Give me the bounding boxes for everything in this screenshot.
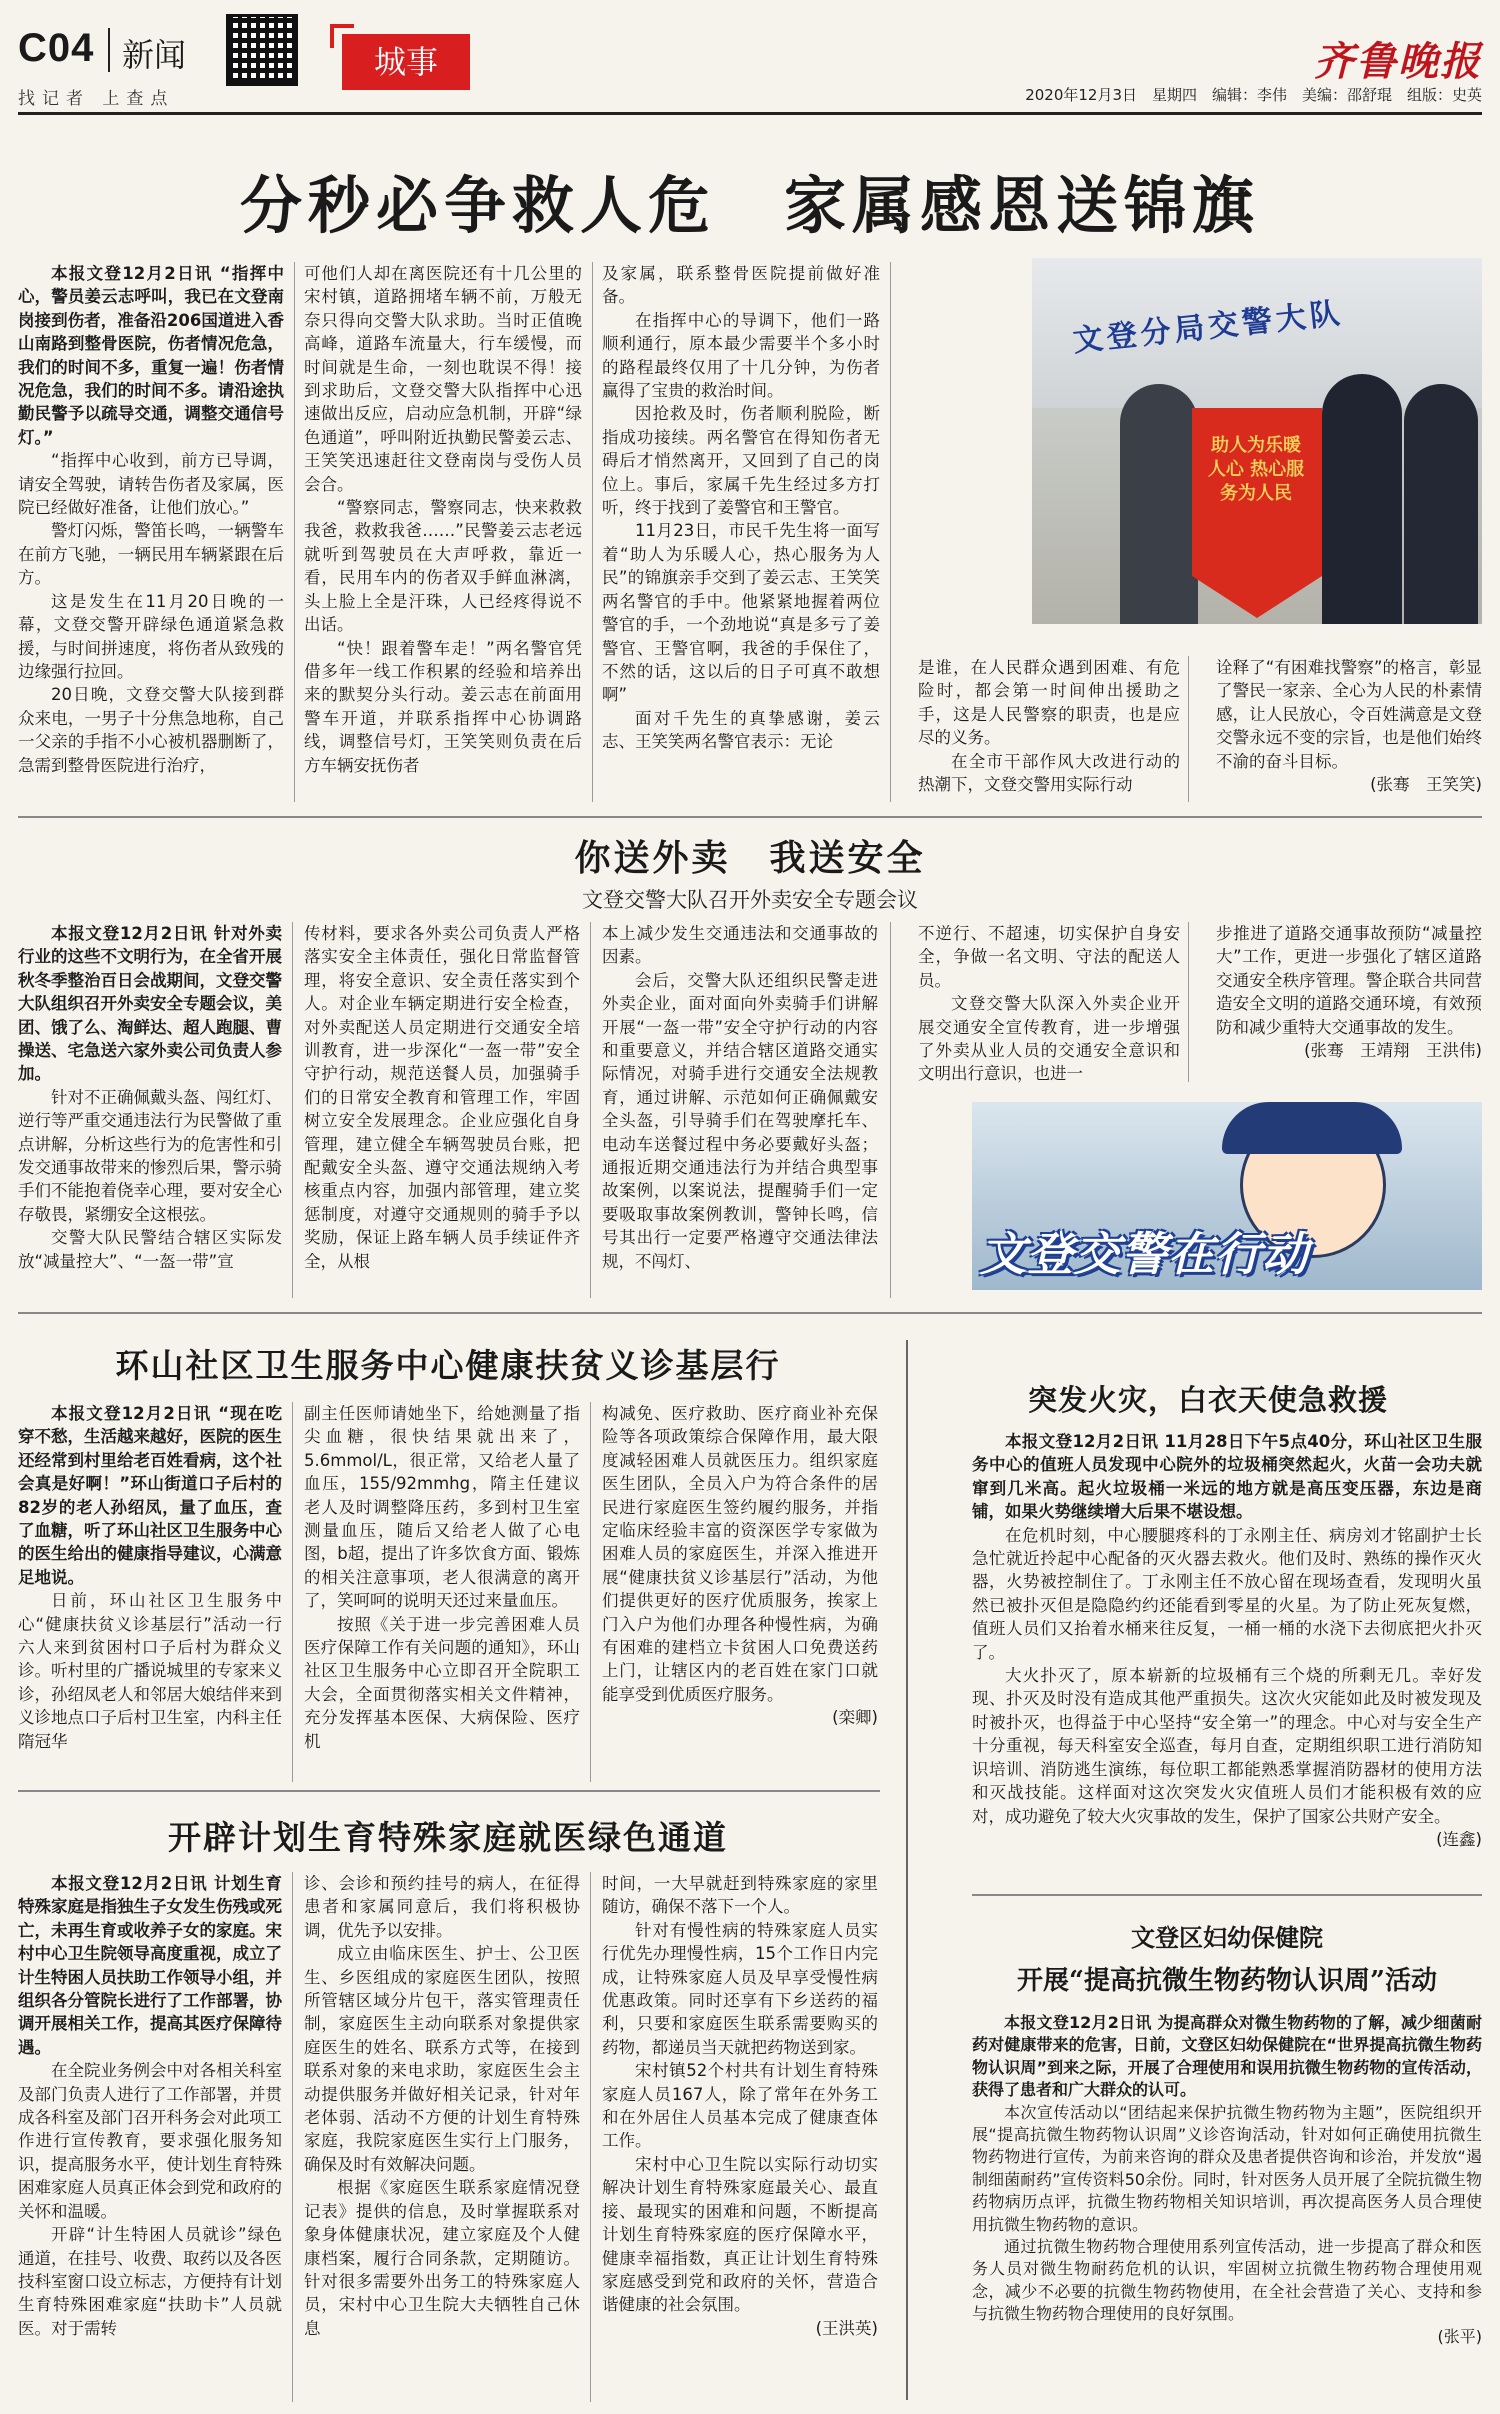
paragraph: “指挥中心收到，前方已导调，请安全驾驶，请转告伤者及家属，医院已经做好准备，让他们放心。” — [18, 451, 284, 518]
column-rule — [292, 922, 293, 1298]
headline-green-channel: 开辟计划生育特殊家庭就医绿色通道 — [168, 1818, 728, 1857]
logo-text: 文登交警在行动 — [980, 1227, 1309, 1281]
column-rule — [592, 262, 593, 802]
officer-figure — [1322, 374, 1402, 624]
header-tagline: 找记者 上查点 — [18, 89, 175, 109]
paragraph: 因抢救及时，伤者顺利脱险，断指成功接续。两名警官在得知伤者无碍后才悄然离开，又回到了自己的岗位上。事后，家属千先生经过多方打听，终于找到了姜警官和王警官。 — [602, 404, 880, 518]
article3-col1 — [18, 1402, 282, 1753]
officer-figure — [1404, 384, 1478, 624]
article6-body — [972, 2012, 1482, 2348]
article1-col3 — [602, 262, 880, 754]
paragraph: 诠释了“有困难找警察”的格言，彰显了警民一家亲、全心为人民的朴素情感，让人民放心，令百姓满意是文登交警永远不变的宗旨，也是他们始终不渝的奋斗目标。 — [1216, 658, 1482, 771]
section-divider — [18, 816, 1482, 818]
paragraph: 在全市干部作风大改进行动的热潮下，文登交警用实际行动 — [918, 751, 1180, 795]
byline: (连鑫) — [1436, 1829, 1482, 1849]
paragraph: 针对有慢性病的特殊家庭人员实行优先办理慢性病，15个工作日内完成，让特殊家庭人员及早享受慢性病优惠政策。同时还享有下乡送药的福利，只要和家庭医生联系需要购买的药物，都递员当天就把药物送到家。 — [602, 1920, 878, 2057]
paragraph: 文登交警大队深入外卖企业开展交通安全宣传教育，进一步增强了外卖从业人员的交通安全意识和文明出行意识，也进一 — [918, 994, 1180, 1084]
person-figure — [1120, 384, 1198, 624]
paragraph: 大火扑灭了，原本崭新的垃圾桶有三个烧的所剩无几。幸好发现、扑灭及时没有造成其他严重损失。这次火灾能如此及时被发现及时被扑灭，也得益于中心坚持“安全第一”的理念。中心对与安全生产十分重视，每天科室安全巡查，每月自查，定期组织职工进行消防知识培训、消防逃生演练，每位职工都能熟悉掌握消防器材的使用方法和灭战技能。这样面对这次突发火灾值班人员们才能积极有效的应对，成功避免了较大火灾事故的发生，保护了国家公共财产安全。 — [972, 1666, 1482, 1826]
paragraph: 不逆行、不超速，切实保护自身安全，争做一名文明、守法的配送人员。 — [918, 924, 1180, 990]
column-rule — [292, 1872, 293, 2402]
section-divider — [18, 1312, 1482, 1314]
article3-col2 — [304, 1402, 580, 1753]
article1-col2 — [304, 262, 582, 777]
article1-col5 — [1216, 656, 1482, 796]
paragraph: 本报文登12月2日讯 11月28日下午5点40分，环山社区卫生服务中心的值班人员发现中心院外的垃圾桶突然起火，火苗一会功夫就窜到几米高。起火垃圾桶一米远的地方就是高压变压器，东边是商铺，如果火势继续增大后果不堪设想。 — [972, 1432, 1482, 1522]
page-number: C04 — [18, 26, 95, 70]
paragraph: 本上减少发生交通违法和交通事故的因素。 — [602, 924, 878, 967]
police-cap-icon — [1222, 1102, 1402, 1154]
paragraph: 是谁，在人民群众遇到困难、有危险时，都会第一时间伸出援助之手，这是人民警察的职责，也是应尽的义务。 — [918, 658, 1180, 748]
headline-health-poverty: 环山社区卫生服务中心健康扶贫义诊基层行 — [115, 1346, 781, 1385]
headline-takeaway-safety: 你送外卖 我送安全 — [574, 837, 926, 879]
banner-text: 助人为乐暖人心 热心服务为人民 — [1207, 435, 1305, 504]
dateline: 2020年12月3日 星期四 编辑：李伟 美编：邵舒琨 组版：史英 — [1025, 86, 1482, 104]
paragraph: 诊、会诊和预约挂号的病人，在征得患者和家属同意后，我们将积极协调，优先予以安排。 — [304, 1874, 580, 1940]
paragraph: 这是发生在11月20日晚的一幕，文登交警开辟绿色通道紧急救援，与时间拼速度，将伤者从致残的边缘强行拉回。 — [18, 591, 284, 681]
paragraph: 根据《家庭医生联系家庭情况登记表》提供的信息，及时掌握联系对象身体健康状况，建立家庭及个人健康档案，履行合同条款，定期随访。针对很多需要外出务工的特殊家庭人员，宋村中心卫生院大夫牺牲自己休息 — [304, 2178, 580, 2338]
paragraph: 宋村镇52个村共有计划生育特殊家庭人员167人，除了常年在外务工和在外居住人员基本完成了健康查体工作。 — [602, 2061, 878, 2151]
column-rule — [906, 1340, 908, 2400]
paragraph: 按照《关于进一步完善困难人员医疗保障工作有关问题的通知》，环山社区卫生服务中心立即召开全院职工大会，全面贯彻落实相关文件精神，充分发挥基本医保、大病保险、医疗机 — [304, 1614, 580, 1751]
article1-col4 — [918, 656, 1180, 796]
paragraph: 20日晚，文登交警大队接到群众来电，一男子十分焦急地称，自己一父亲的手指不小心被机器删断了，急需到整骨医院进行治疗， — [18, 685, 284, 775]
paragraph: 可他们人却在离医院还有十几公里的宋村镇，道路拥堵车辆不前，万般无奈只得向交警大队求助。当时正值晚高峰，道路车流量大，行车缓慢，而时间就是生命，一刻也耽误不得！接到求助后，文登交警大队指挥中心迅速做出反应，启动应急机制，开辟“绿色通道”，呼叫附近执勤民警姜云志、王笑笑迅速赶往文登南岗与受伤人员会合。 — [304, 264, 582, 494]
column-rule — [890, 262, 891, 802]
byline: (张骞 王靖翔 王洪伟) — [1304, 1041, 1482, 1061]
paragraph: 副主任医师请她坐下，给她测量了指尖血糖，很快结果就出来了，5.6mmol/L，很正常，又给老人量了血压，155/92mmhg，隋主任建议老人及时调整降压药，多到村卫生室测量血压，随后又给老人做了心电图，b超，提出了许多饮食方面、锻炼的相关注意事项，老人很满意的离开了，笑呵呵的说明天还过来量血压。 — [304, 1404, 580, 1611]
paragraph: 传材料，要求各外卖公司负责人严格落实安全主体责任，强化日常监督管理，将安全意识、安全责任落实到个人。对企业车辆定期进行安全检查，对外卖配送人员定期进行交通安全培训教育，进一步深化“一盔一带”安全守护行动，规范送餐人员，加强骑手们的日常安全教育和管理工作，牢固树立安全发展理念。企业应强化自身管理，建立健全车辆驾驶员台账，把配戴安全头盔、遵守交通法规纳入考核重点内容，加强内部管理，建立奖惩制度，对遵守交通规则的骑手予以奖励，保证上路车辆人员手续证件齐全，从根 — [304, 924, 580, 1271]
headline-antimicrobial: 开展“提高抗微生物药物认识周”活动 — [1017, 1966, 1437, 1996]
paragraph: 步推进了道路交通事故预防“减量控大”工作，更进一步强化了辖区道路交通安全秩序管理。警企联合共同营造安全文明的道路交通环境，有效预防和减少重特大交通事故的发生。 — [1216, 924, 1482, 1037]
article2-col2 — [304, 922, 580, 1273]
byline: (张平) — [1437, 2326, 1482, 2346]
qr-code-icon[interactable] — [226, 14, 298, 86]
headline-fire-rescue: 突发火灾，白衣天使急救援 — [1027, 1383, 1388, 1417]
article4-col3 — [602, 1872, 878, 2340]
paragraph: 针对不正确佩戴头盔、闯红灯、逆行等严重交通违法行为民警做了重点讲解，分析这些行为的危害性和引发交通事故带来的惨烈后果，警示骑手们不能抱着侥幸心理，要对安全心存敬畏，紧绷安全这根弦。 — [18, 1087, 282, 1224]
article4-col1 — [18, 1872, 282, 2340]
paragraph: 成立由临床医生、护士、公卫医生、乡医组成的家庭医生团队，按照所管辖区域分片包干，落实管理责任制，家庭医生主动向联系对象提供家庭医生的姓名、联系方式等，在接到联系对象的来电求助，家庭医生会主动提供服务并做好相关记录，针对年老体弱、活动不方便的计划生育特殊家庭，我院家庭医生实行上门服务，确保及时有效解决问题。 — [304, 1944, 580, 2174]
column-rule — [294, 262, 295, 802]
paragraph: 及家属，联系整骨医院提前做好准备。 — [602, 264, 880, 307]
paragraph: 在全院业务例会中对各相关科室及部门负责人进行了工作部署，并贯成各科室及部门召开科务会对此项工作进行宣传教育，要求强化服务知识，提高服务水平，使计划生育特殊困难家庭人员真正体会到党和政府的关怀和温暖。 — [18, 2061, 282, 2221]
paragraph: 通过抗微生物药物合理使用系列宣传活动，进一步提高了群众和医务人员对微生物耐药危机的认识，牢固树立抗微生物药物合理使用观念，减少不必要的抗微生物药物使用，在全社会营造了关心、支持和参与抗微生物药物合理使用的良好氛围。 — [972, 2237, 1482, 2324]
paragraph: 在指挥中心的导调下，他们一路顺利通行，原本最少需要半个多小时的路程最终仅用了十几分钟，为伤者赢得了宝贵的救治时间。 — [602, 310, 880, 401]
paragraph: 本报文登12月2日讯 “现在吃穿不愁，生活越来越好，医院的医生还经常到村里给老百姓看病，这个社会真是好啊！”环山街道口子后村的82岁的老人孙绍凤，量了血压，查了血糖，听了环山社区卫生服务中心的医生给出的健康指导建议，心满意足地说。 — [18, 1404, 282, 1587]
column-rule — [292, 1402, 293, 1782]
paragraph: 时间，一大早就赶到特殊家庭的家里随访，确保不落下一个人。 — [602, 1874, 878, 1917]
column-tab: 城事 — [342, 34, 470, 90]
paragraph: “快！跟着警车走！”两名警官凭借多年一线工作积累的经验和培养出来的默契分头行动。姜云志在前面用警车开道，并联系指挥中心协调路线，调整信号灯，王笑笑则负责在后方车辆安抚伤者 — [304, 638, 582, 775]
column-rule — [590, 1872, 591, 2402]
article5-body — [972, 1430, 1482, 1851]
paragraph: “警察同志，警察同志，快来救救我爸，救救我爸……”民警姜云志老远就听到驾驶员在大声呼救，靠近一看，民用车内的伤者双手鲜血淋漓，头上脸上全是汗珠，人已经疼得说不出话。 — [304, 498, 582, 635]
paragraph: 警灯闪烁，警笛长鸣，一辆警车在前方飞驰，一辆民用车辆紧跟在后方。 — [18, 521, 284, 588]
column-rule — [1188, 922, 1189, 1082]
article2-col5 — [1216, 922, 1482, 1062]
byline: (张骞 王笑笑) — [1370, 775, 1482, 795]
paragraph: 交警大队民警结合辖区实际发放“减量控大”、“一盔一带”宣 — [18, 1228, 282, 1271]
paragraph: 本报文登12月2日讯 “指挥中心，警员姜云志呼叫，我已在文登南岗接到伤者，准备沿206国道进入香山南路到整骨医院，伤者情况危急，我们的时间不多，重复一遍！伤者情况危急，我们的时间不多。请沿途执勤民警予以疏导交通，调整交通信号灯。” — [18, 264, 284, 447]
article4-col2 — [304, 1872, 580, 2340]
paragraph: 开辟“计生特困人员就诊”绿色通道，在挂号、收费、取药以及各医技科室窗口设立标志，方便持有计划生育特殊困难家庭“扶助卡”人员就医。对于需转 — [18, 2225, 282, 2338]
newspaper-logo: 齐鲁晚报 — [1314, 38, 1482, 85]
article2-col4 — [918, 922, 1180, 1086]
paragraph: 本报文登12月2日讯 为提高群众对微生物药物的了解，减少细菌耐药对健康带来的危害，日前，文登区妇幼保健院在“世界提高抗微生物药物认识周”到来之际，开展了合理使用和误用抗微生物药物的宣传活动，获得了患者和广大群众的认可。 — [972, 2013, 1482, 2100]
paragraph: 在危机时刻，中心腰腿疼科的丁永刚主任、病房刘才铭副护士长急忙就近拎起中心配备的灭火器去救火。他们及时、熟练的操作灭火器，火势被控制住了。丁永刚主任不放心留在现场查看，发现明火虽然已被扑灭但是隐隐约约还能看到零星的火星。为了防止死灰复燃，值班人员们又抬着水桶来往反复，一桶一桶的水浇下去彻底把火扑灭了。 — [972, 1525, 1482, 1662]
column-rule — [890, 922, 891, 1298]
column-rule — [590, 1402, 591, 1782]
article3-col3 — [602, 1402, 878, 1730]
column-rule — [1188, 656, 1189, 802]
column-rule — [590, 922, 591, 1298]
article2-col3 — [602, 922, 878, 1273]
paragraph: 本报文登12月2日讯 计划生育特殊家庭是指独生子女发生伤残或死亡，未再生育或收养子女的家庭。宋村中心卫生院领导高度重视，成立了计生特困人员扶助工作领导小组，并组织各分管院长进行了工作部署，协调开展相关工作，提高其医疗保障待遇。 — [18, 1874, 282, 2057]
article2-col1 — [18, 922, 282, 1273]
award-photo — [1032, 258, 1482, 624]
station-sign: 文登分局交警大队 — [1032, 258, 1482, 408]
paragraph: 本报文登12月2日讯 针对外卖行业的这些不文明行为，在全省开展秋冬季整治百日会战期间，文登交警大队组织召开外卖安全专题会议，美团、饿了么、淘鲜达、超人跑腿、曹操送、宅急送六家外卖公司负责人参加。 — [18, 924, 282, 1084]
section-name: 新闻 — [122, 36, 187, 74]
traffic-police-logo — [972, 1102, 1482, 1290]
paragraph: 本次宣传活动以“团结起来保护抗微生物药物为主题”，医院组织开展“提高抗微生物药物认识周”义诊咨询活动，针对如何正确使用抗微生物药物进行宣传，为前来咨询的群众及患者提供咨询和诊治，并发放“遏制细菌耐药”宣传资料50余份。同时，针对医务人员开展了全院抗微生物药物病历点评，抗微生物药物相关知识培训，再次提高医务人员合理使用抗微生物药物的意识。 — [972, 2102, 1482, 2234]
kicker: 文登区妇幼保健院 — [1131, 1923, 1323, 1952]
article1-col1 — [18, 262, 284, 777]
header-rule — [18, 112, 1482, 115]
paragraph: 构减免、医疗救助、医疗商业补充保险等各项政策综合保障作用，最大限度减轻困难人员就医压力。组织家庭医生团队，全员入户为符合条件的居民进行家庭医生签约履约服务，并指定临床经验丰富的资深医学专家做为困难人员的家庭医生，并深入推进开展“健康扶贫义诊基层行”活动，为他们提供更好的医疗优质服务，挨家上门入户为他们办理各种慢性病，为确有困难的建档立卡贫困人口免费送药上门，让辖区内的老百姓在家门口就能享受到优质医疗服务。 — [602, 1404, 878, 1704]
headline-main: 分秒必争救人危 家属感恩送锦旗 — [239, 169, 1260, 242]
subheadline: 文登交警大队召开外卖安全专题会议 — [582, 888, 918, 912]
header-divider — [108, 28, 110, 72]
byline: (王洪英) — [815, 2318, 878, 2338]
paragraph: 面对千先生的真挚感谢，姜云志、王笑笑两名警官表示：无论 — [602, 708, 880, 752]
paragraph: 会后，交警大队还组织民警走进外卖企业，面对面向外卖骑手们讲解开展“一盔一带”安全守护行动的内容和重要意义，并结合辖区道路交通实际情况，对骑手进行交通安全法规教育，通过讲解、示范如何正确佩戴安全头盔，引导骑手们在驾驶摩托车、电动车送餐过程中务必要戴好头盔；通报近期交通违法行为并结合典型事故案例，以案说法，提醒骑手们一定要吸取事故案例教训，警钟长鸣，信号其出行一定要严格遵守交通法律法规，不闯灯、 — [602, 970, 878, 1271]
paragraph: 11月23日，市民千先生将一面写着“助人为乐暖人心，热心服务为人民”的锦旗亲手交到了姜云志、王笑笑两名警官的手中。他紧紧地握着两位警官的手，一个劲地说“真是多亏了姜警官、王警官啊，我爸的手保住了，不然的话，这以后的日子可真不敢想啊” — [602, 521, 880, 705]
section-divider — [18, 1790, 880, 1792]
paragraph: 日前，环山社区卫生服务中心“健康扶贫义诊基层行”活动一行六人来到贫困村口子后村为群众义诊。听村里的广播说城里的专家来义诊，孙绍凤老人和邻居大娘结伴来到义诊地点口子后村卫生室，内科主任隋冠华 — [18, 1591, 282, 1751]
section-divider — [972, 1894, 1482, 1896]
paragraph: 宋村中心卫生院以实际行动切实解决计划生育特殊家庭最关心、最直接、最现实的困难和问题，不断提高计划生育特殊家庭的医疗保障水平，健康幸福指数，真正让计划生育特殊家庭感受到党和政府的关怀，营造合谐健康的社会氛围。 — [602, 2154, 878, 2315]
byline: (栾卿) — [832, 1708, 878, 1728]
